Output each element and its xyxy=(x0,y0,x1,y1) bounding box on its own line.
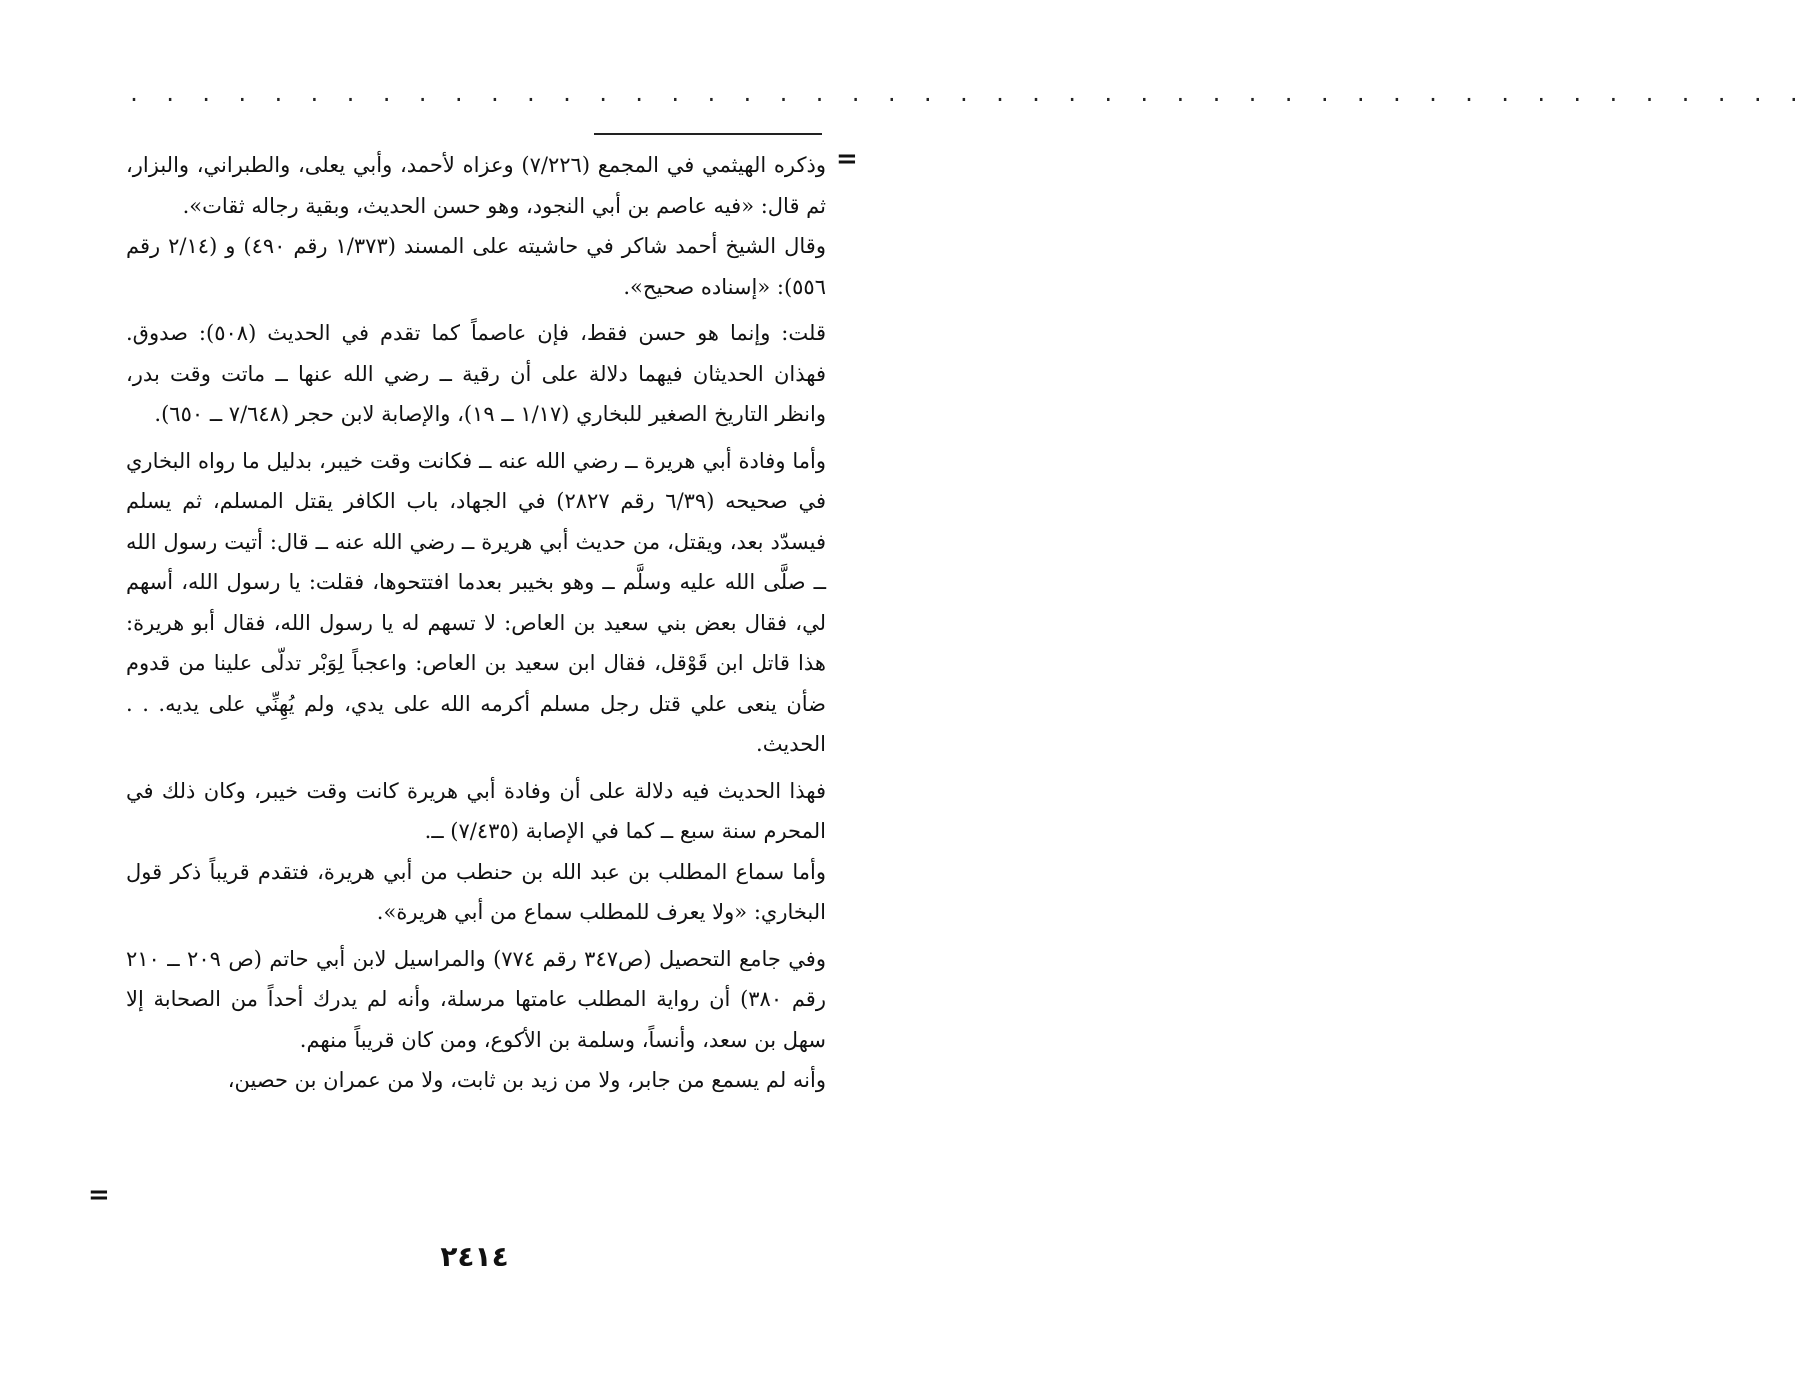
paragraph-shakir: وقال الشيخ أحمد شاكر في حاشيته على المسند (١/٣٧٣ رقم ٤٩٠) و (٢/١٤ رقم ٥٥٦): «إسناده صحيح». xyxy=(126,234,826,299)
paragraph-jami-tahsil: وفي جامع التحصيل (ص٣٤٧ رقم ٧٧٤) والمراسيل لابن أبي حاتم (ص ٢٠٩ ــ ٢١٠ رقم ٣٨٠) أن رواية المطلب عامتها مرسلة، وأنه لم يدرك أحداً من الصحابة إلا سهل بن سعد، وأنساً، وسلمة بن الأكوع، ومن كان قريباً منهم. xyxy=(126,946,826,1052)
paragraph-ruqayya: قلت: وإنما هو حسن فقط، فإن عاصماً كما تقدم في الحديث (٥٠٨): صدوق. فهذان الحديثان فيهما دلالة على أن رقية ــ رضي الله عنها ــ ماتت وقت بدر، وانظر التاريخ الصغير للبخاري (١/١٧ ــ ١٩)، والإصابة لابن حجر (٧/٦٤٨ ــ ٦٥٠). xyxy=(126,321,826,426)
paragraph-abu-hurayra-visit: وأما وفادة أبي هريرة ــ رضي الله عنه ــ فكانت وقت خيبر، بدليل ما رواه البخاري في صحيحه (٦/٣٩ رقم ٢٨٢٧) في الجهاد، باب الكافر يقتل المسلم، ثم يسلم فيسدّد بعد، ويقتل، من حديث أبي هريرة ــ رضي الله عنه ــ قال: أتيت رسول الله ــ صلَّى الله عليه وسلَّم ــ وهو بخيبر بعدما افتتحوها، فقلت: يا رسول الله، أسهم لي، فقال بعض بني سعيد بن العاص: لا تسهم له يا رسول الله، فقال أبو هريرة: هذا قاتل ابن قَوْقل، فقال ابن سعيد بن العاص: واعجباً لِوَبْر تدلّى علينا من قدوم ضأن ينعى علي قتل رجل مسلم أكرمه الله على يدي، ولم يُهِنِّي على يديه. . . الحديث. xyxy=(126,448,827,756)
page-number: ٢٤١٤ xyxy=(440,1240,509,1273)
header-dot-leader: . . . . . . . . . . . . . . . . . . . . . . . . . . . . . . . . . . . . . . . . . . . . . . . xyxy=(128,82,1806,106)
footnote-separator-rule xyxy=(594,133,822,135)
paragraph-muttalib-hearing: وأما سماع المطلب بن عبد الله بن حنطب من أبي هريرة، فتقدم قريباً ذكر قول البخاري: «ولا يعرف للمطلب سماع من أبي هريرة». xyxy=(126,859,826,924)
paragraph-continued: وأنه لم يسمع من جابر، ولا من زيد بن ثابت، ولا من عمران بن حصين، xyxy=(227,1068,826,1092)
footnote-body xyxy=(126,145,826,1101)
paragraph-haythami: وذكره الهيثمي في المجمع (٧/٢٢٦) وعزاه لأحمد، وأبي يعلى، والطبراني، والبزار، ثم قال: «فيه عاصم بن أبي النجود، وهو حسن الحديث، وبقية رجاله ثقات». xyxy=(126,153,826,218)
paragraph-khaybar-date: فهذا الحديث فيه دلالة على أن وفادة أبي هريرة كانت وقت خيبر، وكان ذلك في المحرم سنة سبع ــ كما في الإصابة (٧/٤٣٥) ــ. xyxy=(126,778,826,843)
continuation-marker-top: = xyxy=(836,144,858,174)
continuation-marker-bottom: = xyxy=(88,1180,110,1210)
